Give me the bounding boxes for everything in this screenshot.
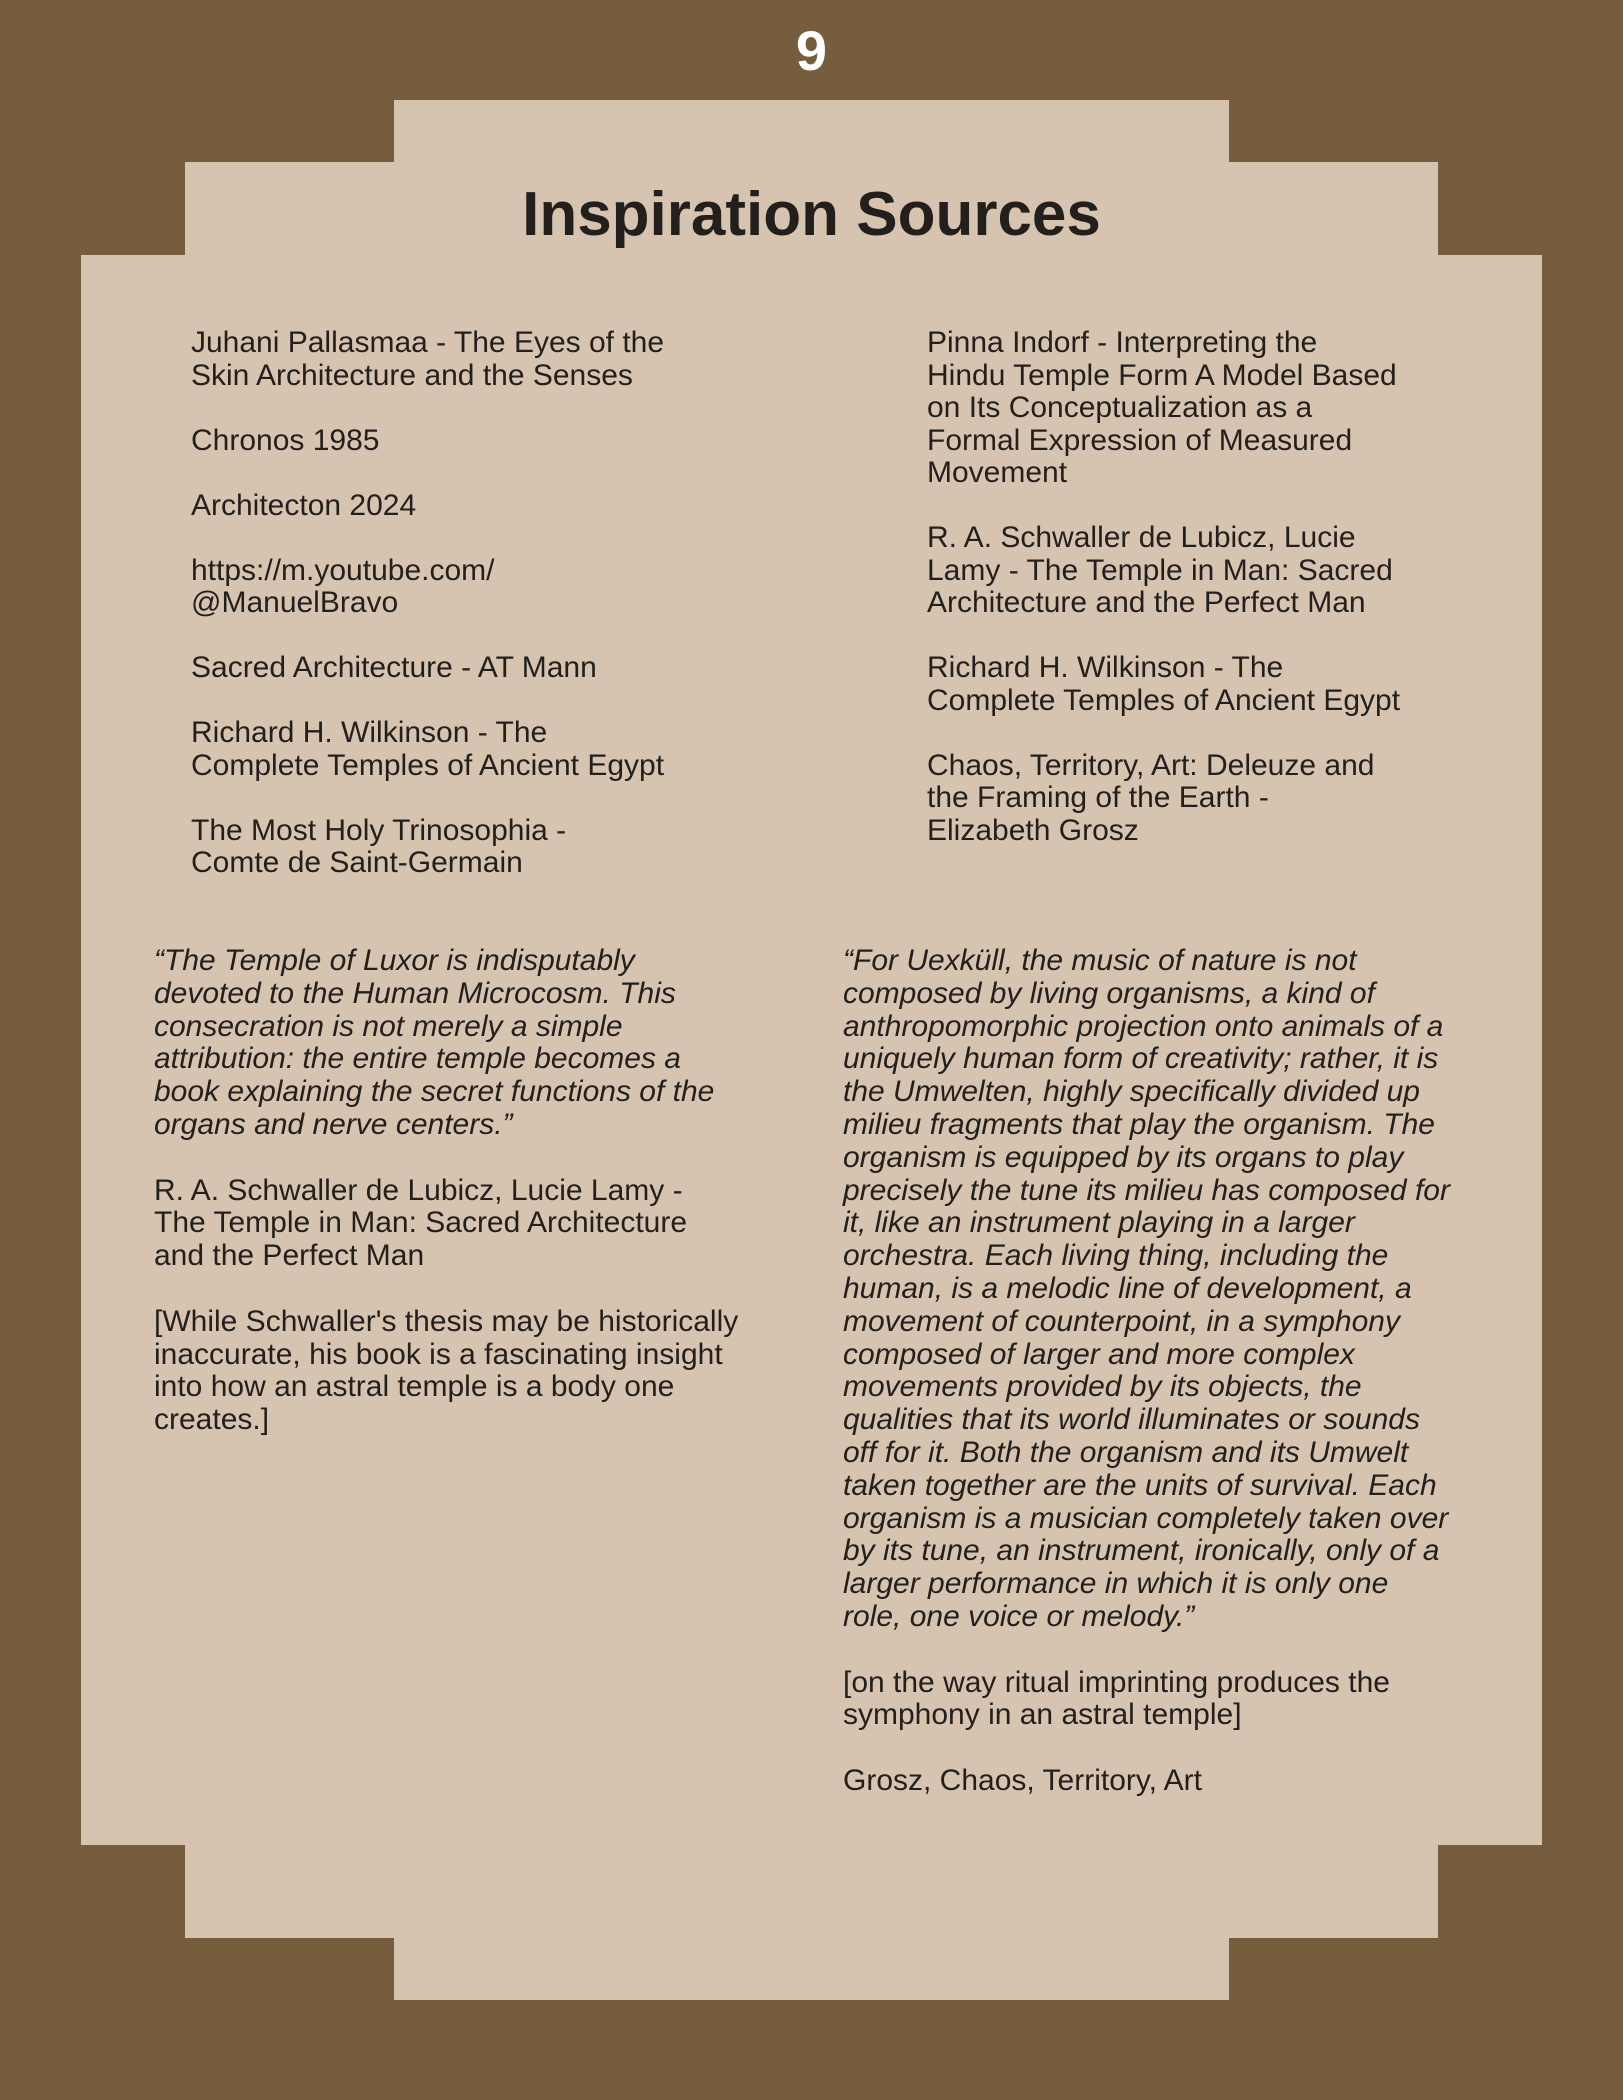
quote-block-left (154, 945, 794, 1470)
quote-note: [While Schwaller's thesis may be historically inaccurate, his book is a fascinating insight into how an astral temple is a body one creates.] (154, 1304, 739, 1437)
references-right-column (927, 327, 1487, 880)
reference-item-link[interactable]: https://m.youtube.com/ @ManuelBravo (191, 553, 495, 619)
quote-text: “The Temple of Luxor is indisputably devoted to the Human Microcosm. This consecration is not merely a simple attribution: the entire temple becomes a book explaining the secret functions of the organs and nerve centers.” (154, 944, 715, 1141)
quote-note: [on the way ritual imprinting produces the symphony in an astral temple] (843, 1665, 1390, 1732)
reference-item: Richard H. Wilkinson - The Complete Temples of Ancient Egypt (191, 716, 665, 782)
reference-item: Juhani Pallasmaa - The Eyes of the Skin Architecture and the Senses (191, 326, 665, 392)
reference-item: Pinna Indorf - Interpreting the Hindu Temple Form A Model Based on Its Conceptualization as a Formal Expression of Measured Movement (927, 326, 1397, 489)
references-left-column (191, 327, 751, 912)
reference-item: Architecton 2024 (191, 488, 417, 522)
reference-item: R. A. Schwaller de Lubicz, Lucie Lamy - The Temple in Man: Sacred Architecture and the Perfect Man (927, 521, 1393, 619)
page-title: Inspiration Sources (522, 180, 1101, 249)
reference-item: Chaos, Territory, Art: Deleuze and the Framing of the Earth - Elizabeth Grosz (927, 748, 1375, 847)
quote-text: “For Uexküll, the music of nature is not composed by living organisms, a kind of anthropomorphic projection onto animals of a uniquely human form of creativity; rather, it is the Umwelten, highly specifically divided up milieu fragments that play the organism. The organism is equipped by its organs to play precisely the tune its milieu has composed for it, like an instrument playing in a larger orchestra. Each living thing, including the human, is a melodic line of development, a movement of counterpoint, in a symphony composed of larger and more complex movements provided by its objects, the qualities that its world illuminates or sounds off for it. Both the organism and its Umwelt taken together are the units of survival. Each organism is a musician completely taken over by its tune, an instrument, ironically, only of a larger performance in which it is only one role, one voice or melody.” (843, 944, 1450, 1633)
reference-item: Chronos 1985 (191, 423, 380, 457)
quote-source: R. A. Schwaller de Lubicz, Lucie Lamy - The Temple in Man: Sacred Architecture and the Perfect Man (154, 1173, 688, 1273)
quote-block-right (843, 945, 1503, 1831)
reference-item: Sacred Architecture - AT Mann (191, 651, 597, 684)
reference-item: Richard H. Wilkinson - The Complete Temples of Ancient Egypt (927, 651, 1401, 717)
page-number: 9 (795, 19, 828, 82)
reference-item: The Most Holy Trinosophia - Comte de Saint-Germain (191, 813, 567, 879)
quote-source: Grosz, Chaos, Territory, Art (843, 1763, 1202, 1797)
